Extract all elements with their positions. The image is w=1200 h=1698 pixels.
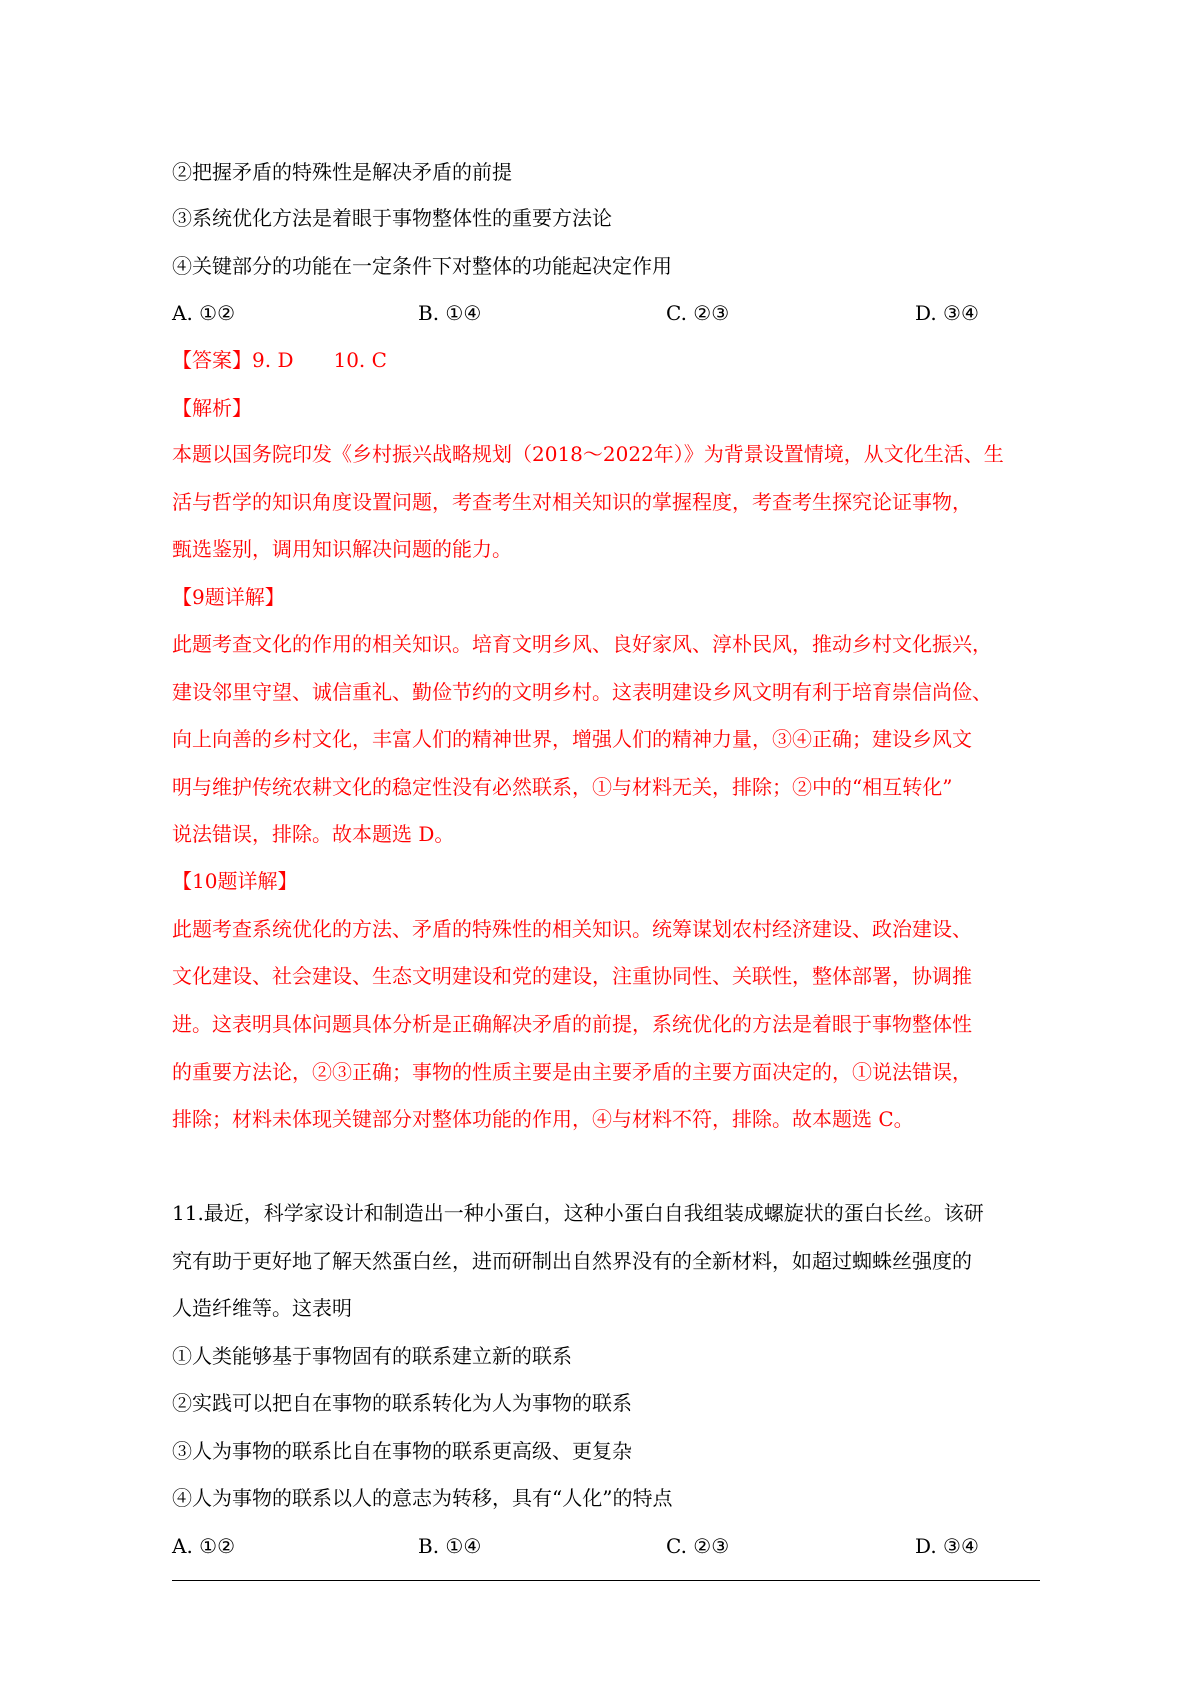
q11-option-d: D. ③④ bbox=[915, 1534, 979, 1558]
detail9-line: 明与维护传统农耕文化的稳定性没有必然联系，①与材料无关，排除；②中的“相互转化” bbox=[172, 775, 953, 799]
detail10-heading: 【10题详解】 bbox=[172, 869, 298, 893]
q11-statement-1: ①人类能够基于事物固有的联系建立新的联系 bbox=[172, 1344, 572, 1368]
q11-option-c: C. ②③ bbox=[666, 1534, 730, 1558]
q11-option-a: A. ①② bbox=[172, 1534, 236, 1558]
q10-option-b: B. ①④ bbox=[418, 301, 482, 325]
q10-option-a: A. ①② bbox=[172, 301, 236, 325]
q11-stem-line: 人造纤维等。这表明 bbox=[172, 1296, 352, 1320]
detail9-heading: 【9题详解】 bbox=[172, 585, 285, 609]
q10-statement-4: ④关键部分的功能在一定条件下对整体的功能起决定作用 bbox=[172, 254, 672, 278]
detail9-line: 向上向善的乡村文化，丰富人们的精神世界，增强人们的精神力量，③④正确；建设乡风文 bbox=[172, 727, 972, 751]
q10-statement-2: ②把握矛盾的特殊性是解决矛盾的前提 bbox=[172, 160, 512, 184]
answer-second: 10. C bbox=[333, 348, 387, 372]
detail10-line: 排除；材料未体现关键部分对整体功能的作用，④与材料不符，排除。故本题选 C。 bbox=[172, 1107, 914, 1131]
analysis-line: 本题以国务院印发《乡村振兴战略规划（2018～2022年）》为背景设置情境，从文化生活、生 bbox=[172, 442, 1004, 466]
analysis-line: 活与哲学的知识角度设置问题，考查考生对相关知识的掌握程度，考查考生探究论证事物， bbox=[172, 490, 972, 514]
footer-divider bbox=[172, 1580, 1040, 1581]
q11-option-b: B. ①④ bbox=[418, 1534, 482, 1558]
detail9-line: 说法错误，排除。故本题选 D。 bbox=[172, 822, 455, 846]
q11-statement-4: ④人为事物的联系以人的意志为转移，具有“人化”的特点 bbox=[172, 1486, 673, 1510]
q11-statement-3: ③人为事物的联系比自在事物的联系更高级、更复杂 bbox=[172, 1439, 632, 1463]
q11-options bbox=[172, 1533, 1042, 1559]
answer-label: 【答案】9. D bbox=[172, 348, 294, 372]
q11-statement-2: ②实践可以把自在事物的联系转化为人为事物的联系 bbox=[172, 1391, 632, 1415]
analysis-line: 甄选鉴别，调用知识解决问题的能力。 bbox=[172, 537, 512, 561]
detail10-line: 进。这表明具体问题具体分析是正确解决矛盾的前提，系统优化的方法是着眼于事物整体性 bbox=[172, 1012, 972, 1036]
analysis-heading: 【解析】 bbox=[172, 396, 252, 420]
detail10-line: 的重要方法论，②③正确；事物的性质主要是由主要矛盾的主要方面决定的，①说法错误， bbox=[172, 1060, 972, 1084]
answer-line bbox=[172, 347, 1042, 373]
q11-stem-line: 究有助于更好地了解天然蛋白丝，进而研制出自然界没有的全新材料，如超过蜘蛛丝强度的 bbox=[172, 1249, 972, 1273]
q11-stem-line: 11.最近，科学家设计和制造出一种小蛋白，这种小蛋白自我组装成螺旋状的蛋白长丝。该研 bbox=[172, 1201, 984, 1225]
q10-option-d: D. ③④ bbox=[915, 301, 979, 325]
q10-statement-3: ③系统优化方法是着眼于事物整体性的重要方法论 bbox=[172, 206, 612, 230]
detail10-line: 此题考查系统优化的方法、矛盾的特殊性的相关知识。统筹谋划农村经济建设、政治建设、 bbox=[172, 917, 972, 941]
q10-option-c: C. ②③ bbox=[666, 301, 730, 325]
detail10-line: 文化建设、社会建设、生态文明建设和党的建设，注重协同性、关联性，整体部署，协调推 bbox=[172, 964, 972, 988]
detail9-line: 建设邻里守望、诚信重礼、勤俭节约的文明乡村。这表明建设乡风文明有利于培育崇信尚俭、 bbox=[172, 680, 992, 704]
detail9-line: 此题考查文化的作用的相关知识。培育文明乡风、良好家风、淳朴民风，推动乡村文化振兴， bbox=[172, 632, 992, 656]
q10-options bbox=[172, 300, 1042, 326]
